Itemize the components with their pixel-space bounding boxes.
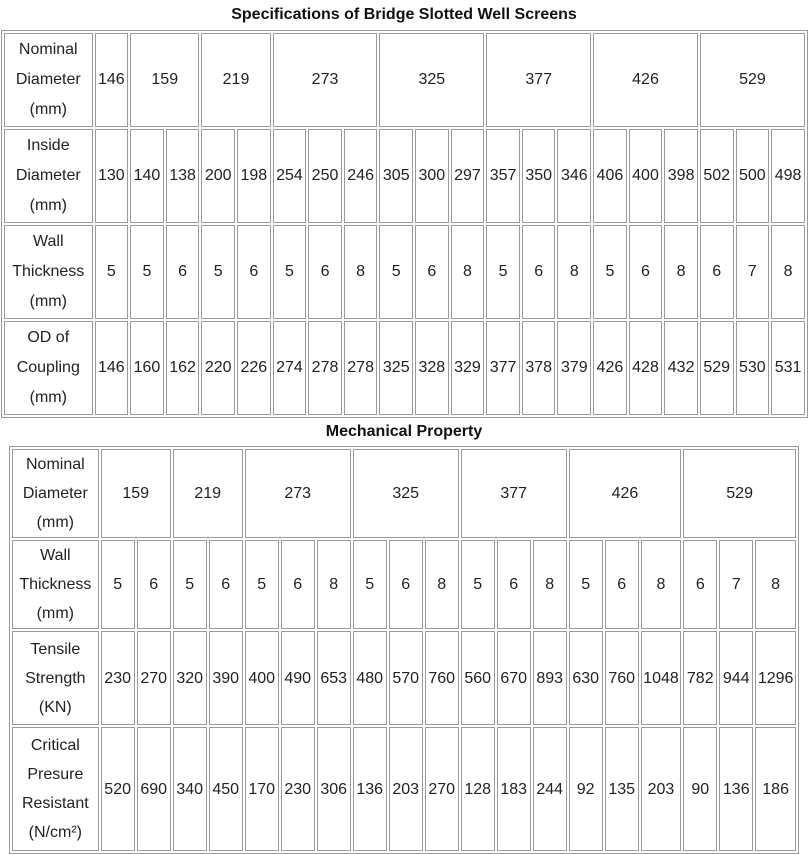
table2-title: Mechanical Property: [325, 423, 483, 440]
row-header-line: Nominal: [25, 456, 85, 473]
table-cell: 90: [683, 727, 717, 851]
table-cell: 170: [245, 727, 279, 851]
table-cell: 5: [245, 540, 279, 629]
row-header-line: (mm): [29, 101, 67, 118]
table-cell: 254: [273, 129, 307, 223]
row-header-line: Diameter: [22, 485, 88, 502]
table-cell: 400: [629, 129, 663, 223]
table-cell: 128: [461, 727, 495, 851]
mechanical-property-table: [9, 446, 799, 854]
table-cell: 500: [736, 129, 770, 223]
table-cell: 230: [281, 727, 315, 851]
row-header-line: Strength: [25, 669, 86, 687]
table1-title: Specifications of Bridge Slotted Well Screens: [231, 6, 577, 23]
table-cell: 6: [389, 540, 423, 629]
table-cell: 160: [130, 321, 164, 415]
table-cell: 570: [389, 631, 423, 725]
row-header-line: Tensile: [30, 640, 81, 658]
row-header-line: Coupling: [16, 359, 80, 376]
table-cell: 273: [245, 449, 351, 538]
table-cell: 377: [486, 33, 591, 127]
table-cell: 329: [451, 321, 485, 415]
table-cell: 5: [201, 225, 235, 319]
table-cell: 406: [593, 129, 627, 223]
table-cell: 146: [95, 321, 129, 415]
table-cell: 6: [522, 225, 556, 319]
table-cell: 140: [130, 129, 164, 223]
row-header-line: (mm): [29, 389, 67, 406]
row-header-line: Resistant: [21, 795, 89, 812]
table-cell: 377: [486, 321, 520, 415]
table-cell: 8: [755, 540, 796, 629]
table-cell: 502: [700, 129, 734, 223]
table-cell: 273: [273, 33, 378, 127]
table-cell: 6: [683, 540, 717, 629]
table-cell: 7: [719, 540, 753, 629]
table-cell: 274: [273, 321, 307, 415]
row-header-line: (N/cm²): [28, 824, 82, 841]
table-cell: 306: [317, 727, 351, 851]
table-cell: 8: [641, 540, 682, 629]
table-cell: 428: [629, 321, 663, 415]
table-cell: 162: [166, 321, 200, 415]
table-cell: 378: [522, 321, 556, 415]
table-cell: 320: [173, 631, 207, 725]
table-cell: 5: [130, 225, 164, 319]
table-cell: 136: [353, 727, 387, 851]
table-cell: 5: [486, 225, 520, 319]
table-cell: 5: [101, 540, 135, 629]
table-cell: 203: [389, 727, 423, 851]
table-cell: 8: [425, 540, 459, 629]
table-cell: 297: [451, 129, 485, 223]
table-cell: 670: [497, 631, 531, 725]
table-row: [12, 727, 796, 851]
table-cell: 325: [379, 33, 484, 127]
table-cell: 130: [95, 129, 129, 223]
row-header-line: Critical: [30, 737, 80, 754]
table-cell: 230: [101, 631, 135, 725]
table-cell: 6: [281, 540, 315, 629]
table-cell: 630: [569, 631, 603, 725]
table-cell: 8: [344, 225, 378, 319]
table-cell: 530: [736, 321, 770, 415]
table-cell: 350: [522, 129, 556, 223]
table-row: [12, 540, 796, 629]
table-cell: 305: [379, 129, 413, 223]
table-cell: 6: [605, 540, 639, 629]
table-cell: 690: [137, 727, 171, 851]
table-cell: 6: [166, 225, 200, 319]
table-cell: 944: [719, 631, 753, 725]
row-header-line: Inside: [26, 137, 70, 154]
table-cell: 325: [353, 449, 459, 538]
table-cell: 760: [425, 631, 459, 725]
table-cell: 220: [201, 321, 235, 415]
table-row: [12, 449, 796, 538]
table-cell: 92: [569, 727, 603, 851]
table-cell: 6: [629, 225, 663, 319]
row-header-line: Thickness: [19, 576, 92, 593]
table-cell: 398: [664, 129, 698, 223]
table-row: [4, 321, 805, 415]
table-cell: 782: [683, 631, 717, 725]
table-row: [4, 129, 805, 223]
table-row: [12, 631, 796, 725]
table-cell: 531: [771, 321, 805, 415]
table-cell: 6: [137, 540, 171, 629]
table-cell: 529: [700, 33, 805, 127]
table-cell: 1296: [755, 631, 796, 725]
table-cell: 146: [95, 33, 129, 127]
table-cell: 426: [593, 321, 627, 415]
row-header-line: Thickness: [12, 263, 85, 280]
table-cell: 203: [641, 727, 682, 851]
table-cell: 432: [664, 321, 698, 415]
row-header: [4, 33, 93, 127]
table-row: [4, 33, 805, 127]
table-cell: 5: [173, 540, 207, 629]
table-cell: 529: [683, 449, 796, 538]
row-header: [4, 321, 93, 415]
table-cell: 5: [379, 225, 413, 319]
table-cell: 426: [593, 33, 698, 127]
row-header-line: Wall: [33, 233, 64, 250]
table-cell: 159: [101, 449, 171, 538]
row-header-line: Diameter: [15, 71, 81, 88]
table-row: [4, 225, 805, 319]
row-header: [12, 631, 99, 725]
row-header-line: Presure: [27, 766, 84, 783]
table-cell: 6: [308, 225, 342, 319]
table-cell: 226: [237, 321, 271, 415]
table-cell: 6: [209, 540, 243, 629]
table-cell: 8: [451, 225, 485, 319]
row-header: [4, 129, 93, 223]
table-cell: 6: [415, 225, 449, 319]
table-cell: 529: [700, 321, 734, 415]
table-cell: 138: [166, 129, 200, 223]
table-cell: 183: [497, 727, 531, 851]
table-cell: 300: [415, 129, 449, 223]
table-cell: 8: [317, 540, 351, 629]
table-cell: 490: [281, 631, 315, 725]
table-cell: 560: [461, 631, 495, 725]
table-cell: 186: [755, 727, 796, 851]
table-cell: 340: [173, 727, 207, 851]
table-cell: 270: [425, 727, 459, 851]
row-header: [12, 727, 99, 851]
table-cell: 426: [569, 449, 682, 538]
table-cell: 390: [209, 631, 243, 725]
row-header-line: (mm): [29, 197, 67, 214]
table-cell: 8: [771, 225, 805, 319]
table-cell: 1048: [641, 631, 682, 725]
table-cell: 159: [130, 33, 199, 127]
table-cell: 278: [344, 321, 378, 415]
table-cell: 357: [486, 129, 520, 223]
table-cell: 8: [533, 540, 567, 629]
table-cell: 244: [533, 727, 567, 851]
row-header: [4, 225, 93, 319]
table-cell: 498: [771, 129, 805, 223]
table-cell: 400: [245, 631, 279, 725]
table-cell: 8: [557, 225, 591, 319]
table-cell: 328: [415, 321, 449, 415]
table-cell: 520: [101, 727, 135, 851]
table-cell: 5: [461, 540, 495, 629]
table-cell: 200: [201, 129, 235, 223]
table-cell: 135: [605, 727, 639, 851]
table-cell: 5: [273, 225, 307, 319]
table-cell: 250: [308, 129, 342, 223]
row-header-line: Wall: [40, 547, 71, 564]
table-cell: 136: [719, 727, 753, 851]
row-header-line: (KN): [38, 698, 72, 716]
table-cell: 6: [700, 225, 734, 319]
table-cell: 5: [95, 225, 129, 319]
table-cell: 760: [605, 631, 639, 725]
table-cell: 653: [317, 631, 351, 725]
specifications-table: [1, 30, 808, 418]
table-cell: 6: [237, 225, 271, 319]
table-cell: 5: [353, 540, 387, 629]
table-cell: 480: [353, 631, 387, 725]
row-header-line: (mm): [36, 514, 74, 531]
table-cell: 379: [557, 321, 591, 415]
table-cell: 270: [137, 631, 171, 725]
row-header-line: (mm): [29, 293, 67, 310]
row-header-line: Nominal: [18, 41, 78, 58]
table-cell: 6: [497, 540, 531, 629]
row-header: [12, 449, 99, 538]
table-cell: 346: [557, 129, 591, 223]
table-cell: 5: [593, 225, 627, 319]
table-cell: 198: [237, 129, 271, 223]
row-header-line: OD of: [27, 329, 70, 346]
row-header-line: (mm): [36, 605, 74, 622]
table-cell: 246: [344, 129, 378, 223]
table-cell: 377: [461, 449, 567, 538]
table-cell: 893: [533, 631, 567, 725]
row-header-line: Diameter: [15, 167, 81, 184]
row-header: [12, 540, 99, 629]
table-cell: 219: [201, 33, 270, 127]
table-cell: 219: [173, 449, 243, 538]
table-cell: 278: [308, 321, 342, 415]
table-cell: 325: [379, 321, 413, 415]
table-cell: 8: [664, 225, 698, 319]
table-cell: 5: [569, 540, 603, 629]
table-cell: 7: [736, 225, 770, 319]
table-cell: 450: [209, 727, 243, 851]
